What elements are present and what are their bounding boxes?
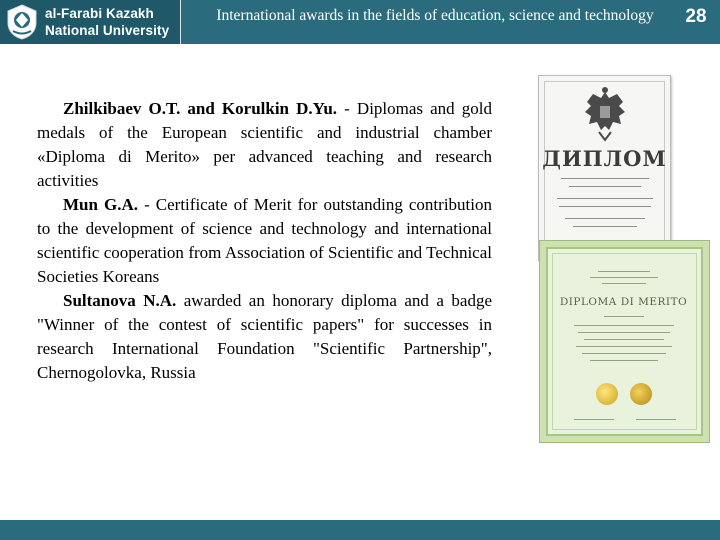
gold-medal-icon bbox=[596, 383, 618, 405]
certificate-text-line bbox=[578, 332, 670, 333]
double-headed-eagle-icon bbox=[579, 86, 631, 142]
diploma-text-line bbox=[557, 198, 653, 199]
award-paragraph bbox=[37, 193, 492, 289]
diploma-title: ДИПЛОМ bbox=[542, 146, 667, 171]
certificate-text-line bbox=[636, 419, 676, 420]
certificate-text-line bbox=[590, 360, 658, 361]
award-description: - Certificate of Merit for outstanding contribution to the development of science and technology and international scientific cooperation from Association of Scientific and Technical Societies Koreans bbox=[37, 195, 492, 286]
certificate-text-line bbox=[576, 346, 672, 347]
certificate-inner-frame bbox=[552, 253, 697, 430]
university-emblem-icon bbox=[4, 3, 40, 41]
header-bar bbox=[0, 0, 720, 44]
certificate-text-line bbox=[584, 339, 664, 340]
diploma-text-line bbox=[559, 206, 651, 207]
page-number: 28 bbox=[685, 6, 707, 27]
certificate-text-line bbox=[582, 353, 666, 354]
certificate-text-line bbox=[598, 271, 650, 272]
diploma-di-merito-image bbox=[539, 240, 710, 443]
certificate-text-line bbox=[574, 419, 614, 420]
certificate-title: DIPLOMA DI MERITO bbox=[559, 296, 688, 308]
diploma-text-line bbox=[561, 178, 649, 179]
footer-bar bbox=[0, 520, 720, 540]
certificate-frame bbox=[546, 247, 703, 436]
diploma-text-line bbox=[573, 226, 637, 227]
award-description: - Diplomas and gold medals of the European scientific and industrial chamber «Diploma di Merito» per advanced teaching and research activities bbox=[37, 99, 492, 190]
slide-title: International awards in the fields of education, science and technology bbox=[216, 7, 654, 24]
awardee-name: Mun G.A. bbox=[63, 195, 139, 214]
diploma-text-line bbox=[565, 218, 645, 219]
university-logo bbox=[0, 0, 181, 44]
certificate-text-line bbox=[574, 325, 674, 326]
award-paragraph bbox=[37, 97, 492, 193]
university-name bbox=[45, 5, 169, 39]
logo-line-2: National University bbox=[45, 23, 170, 38]
awardee-name: Zhilkibaev O.T. and Korulkin D.Yu. bbox=[63, 99, 338, 118]
award-paragraph bbox=[37, 289, 492, 385]
diploma-image bbox=[538, 75, 671, 261]
award-description: awarded an honorary diploma and a badge "Winner of the contest of scientific papers" for successes in research International Foundation "Scientific Partnership", Chernogolovka, Russia bbox=[37, 291, 492, 382]
diploma-text-line bbox=[569, 186, 641, 187]
gold-seal-icon bbox=[630, 383, 652, 405]
logo-line-1: al-Farabi Kazakh bbox=[45, 6, 154, 21]
certificate-text-line bbox=[602, 283, 646, 284]
certificate-text-line bbox=[604, 316, 644, 317]
awards-text bbox=[37, 97, 492, 385]
certificate-text-line bbox=[590, 277, 658, 278]
awardee-name: Sultanova N.A. bbox=[63, 291, 177, 310]
